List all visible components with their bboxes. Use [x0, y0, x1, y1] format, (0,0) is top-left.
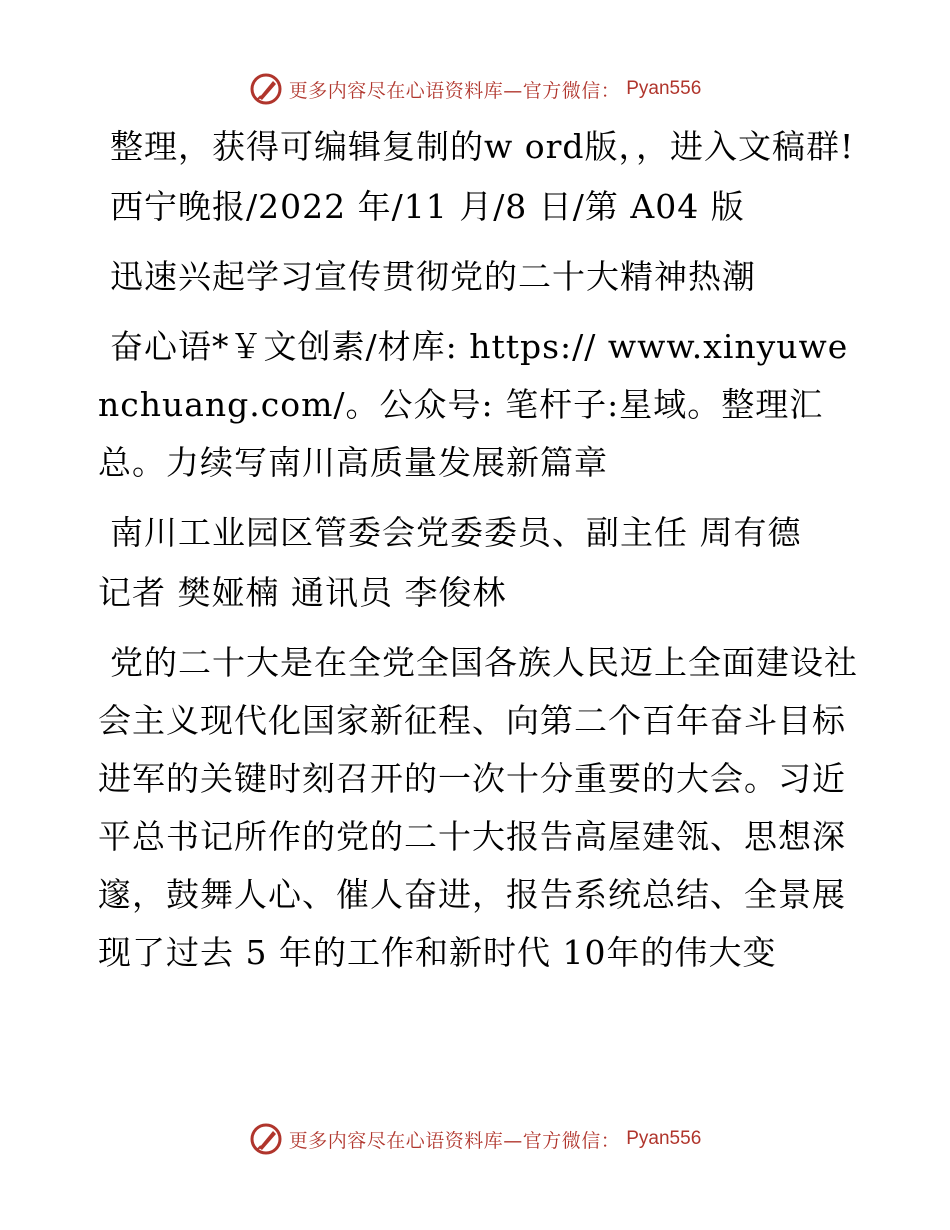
banner-wechat-id: Pyan556	[626, 1128, 702, 1149]
feather-pen-logo-icon	[249, 1122, 283, 1156]
subheadline-paragraph: 奋心语*￥文创素/材库: https:// www.xinyuwenchuang.com/。公众号: 笔杆子:星域。整理汇总。力续写南川高质量发展新篇章	[98, 327, 849, 482]
intro-paragraph: 整理，获得可编辑复制的w ord版，，进入文稿群!	[110, 127, 855, 166]
body-paragraph: 党的二十大是在全党全国各族人民迈上全面建设社会主义现代化国家新征程、向第二个百年奋斗目标进军的关键时刻召开的一次十分重要的大会。习近平总书记所作的党的二十大报告高屋建瓴、思想深邃，鼓舞人心、催人奋进，报告系统总结、全景展现了过去 5 年的工作和新时代 10年的伟大变	[98, 643, 858, 972]
headline: 迅速兴起学习宣传贯彻党的二十大精神热潮	[110, 257, 756, 296]
banner-text: 更多内容尽在心语资料库—官方微信：	[288, 79, 621, 102]
footer-banner	[0, 1122, 950, 1156]
banner-text: 更多内容尽在心语资料库—官方微信：	[288, 1129, 621, 1152]
feather-pen-logo-icon	[249, 72, 283, 106]
banner-wechat-id: Pyan556	[626, 78, 702, 99]
document-body	[98, 118, 858, 994]
author-line: 南川工业园区管委会党委委员、副主任 周有德	[110, 513, 802, 552]
header-banner	[0, 72, 950, 106]
source-line: 西宁晚报/2022 年/11 月/8 日/第 A04 版	[110, 187, 745, 226]
reporter-line: 记者 樊娅楠 通讯员 李俊林	[98, 573, 507, 612]
